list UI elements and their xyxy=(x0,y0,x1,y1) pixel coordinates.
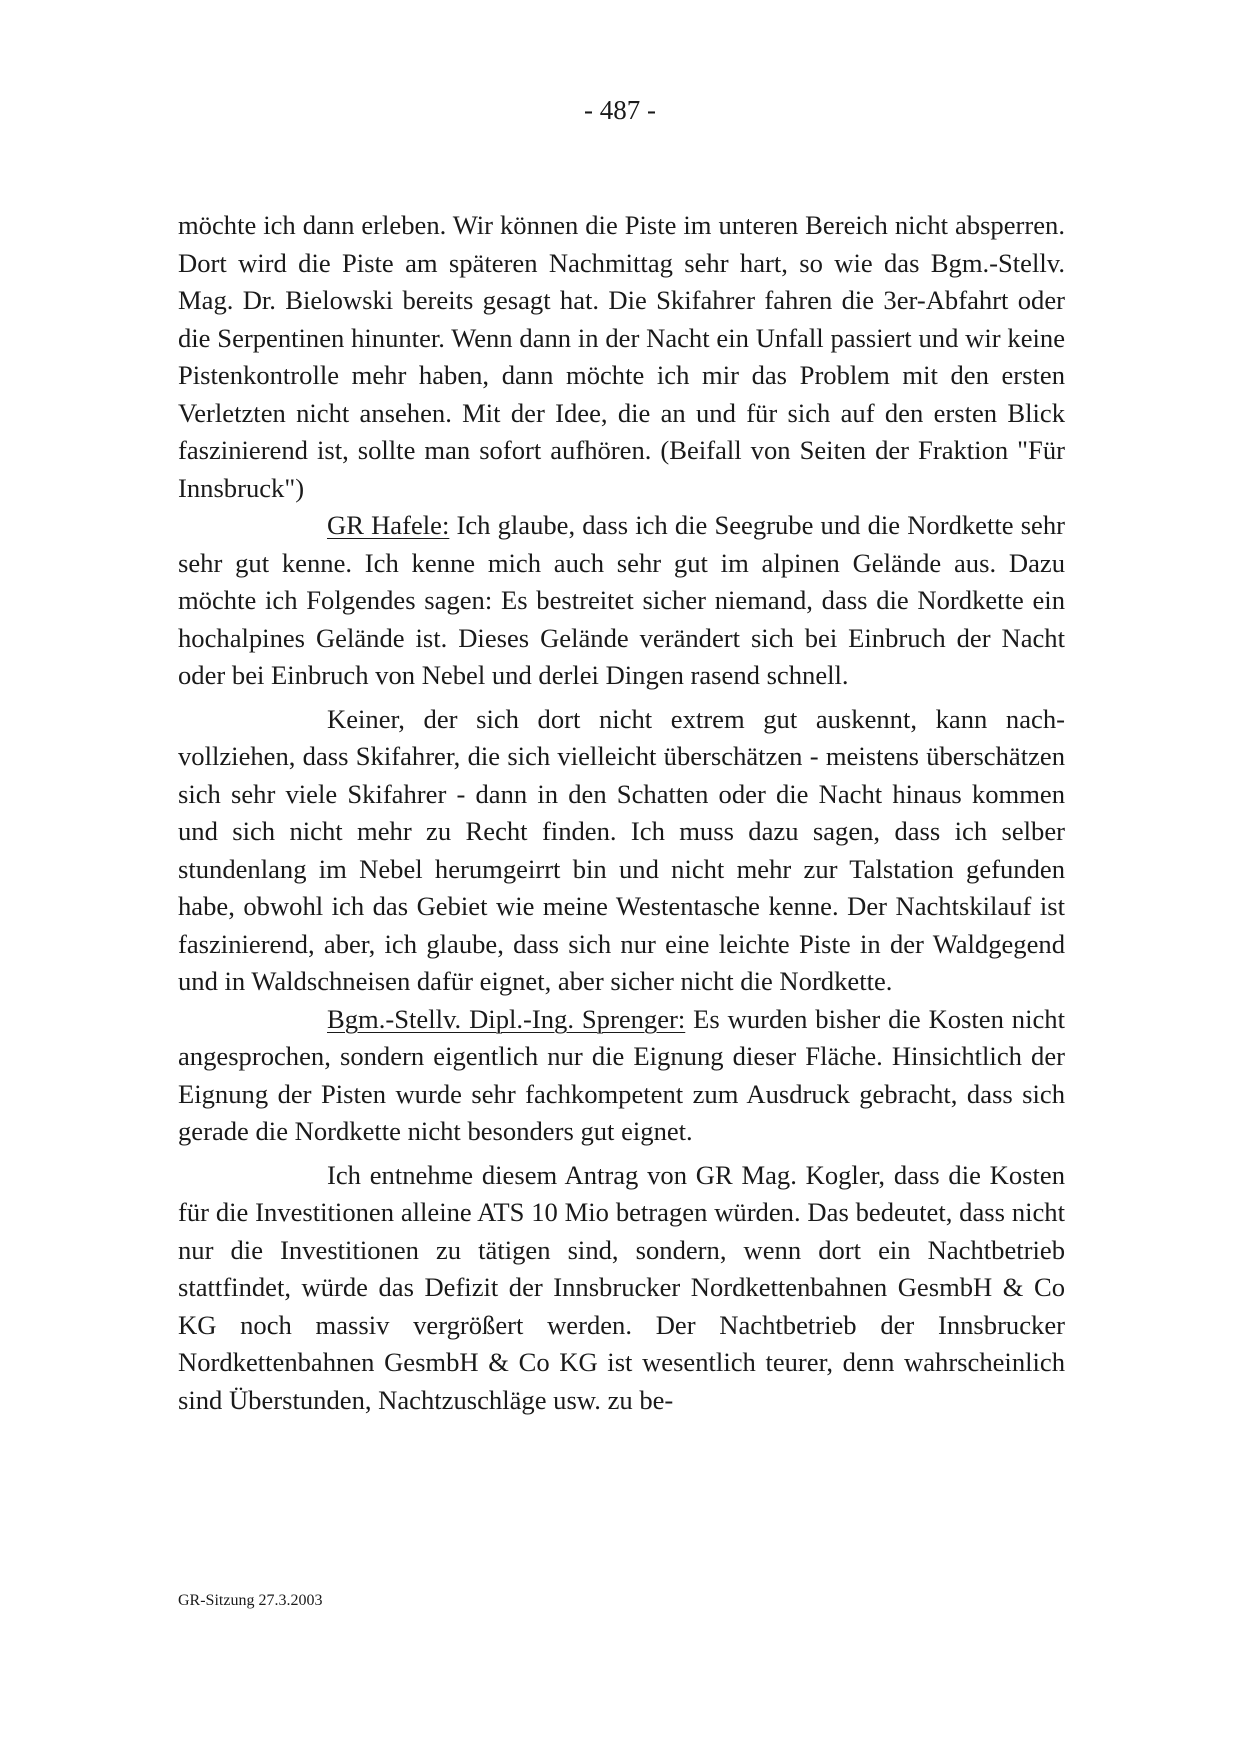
paragraph-text: Keiner, der sich dort nicht extrem gut auskennt, kann nachvollziehen, dass Skifahrer, die sich vielleicht überschätzen - meistens überschätzen sich sehr viele Skifahrer - dann in den Schatten oder die Nacht hinaus kommen und sich nicht mehr zu Recht finden. Ich muss dazu sagen, dass ich selber stundenlang im Nebel herumgeirrt bin und nicht mehr zur Talstation gefunden habe, obwohl ich das Gebiet wie meine Westentasche kenne. Der Nachtskilauf ist faszinierend, aber, ich glaube, dass sich nur eine leichte Piste in der Waldgegend und in Waldschneisen dafür eignet, aber sicher nicht die Nordkette. xyxy=(178,703,1065,996)
paragraph xyxy=(178,1001,1065,1151)
paragraph-text: Ich entnehme diesem Antrag von GR Mag. Kogler, dass die Kosten für die Investitionen alleine ATS 10 Mio betragen würden. Das bedeutet, dass nicht nur die Investitionen zu tätigen sind, sondern, wenn dort ein Nachtbetrieb stattfindet, würde das Defizit der Innsbrucker Nordkettenbahnen GesmbH & Co KG noch massiv vergrößert werden. Der Nachtbetrieb der Innsbrucker Nordkettenbahnen GesmbH & Co KG ist wesentlich teurer, denn wahrscheinlich sind Überstunden, Nachtzuschläge usw. zu be- xyxy=(178,1159,1065,1415)
speaker-name: Bgm.-Stellv. Dipl.-Ing. Sprenger: xyxy=(327,1003,686,1034)
transcript-body xyxy=(178,207,1065,1419)
paragraph xyxy=(178,507,1065,695)
paragraph-text: möchte ich dann erleben. Wir können die Piste im unteren Bereich nicht absperren. Dort wird die Piste am späteren Nachmittag sehr hart, so wie das Bgm.-Stellv. Mag. Dr. Bielowski bereits gesagt hat. Die Skifahrer fahren die 3er-Abfahrt oder die Serpentinen hinunter. Wenn dann in der Nacht ein Unfall passiert und wir keine Pistenkontrolle mehr haben, dann möchte ich mir das Problem mit den ersten Verletzten nicht ansehen. Mit der Idee, die an und für sich auf den ersten Blick faszinierend ist, sollte man sofort aufhören. (Beifall von Seiten der Fraktion "Für Innsbruck") xyxy=(178,210,1065,503)
paragraph xyxy=(178,701,1065,1001)
paragraph-text: Ich glaube, dass ich die Seegrube und die Nordkette sehr sehr gut kenne. Ich kenne mich auch sehr gut im alpinen Gelände aus. Dazu möchte ich Folgendes sagen: Es bestreitet sicher niemand, dass die Nordkette ein hochalpines Gelände ist. Dieses Gelände verändert sich bei Einbruch der Nacht oder bei Einbruch von Nebel und derlei Dingen rasend schnell. xyxy=(178,510,1065,690)
speaker-name: GR Hafele: xyxy=(327,510,450,540)
page-number: - 487 - xyxy=(584,95,656,125)
paragraph xyxy=(178,207,1065,507)
page-footer: GR-Sitzung 27.3.2003 xyxy=(178,1592,323,1609)
paragraph-text: Es wurden bisher die Kosten nicht angesprochen, sondern eigentlich nur die Eignung dieser Fläche. Hinsichtlich der Eignung der Pisten wurde sehr fachkompetent zum Ausdruck gebracht, dass sich gerade die Nordkette nicht besonders gut eignet. xyxy=(178,1003,1065,1146)
paragraph xyxy=(178,1157,1065,1420)
